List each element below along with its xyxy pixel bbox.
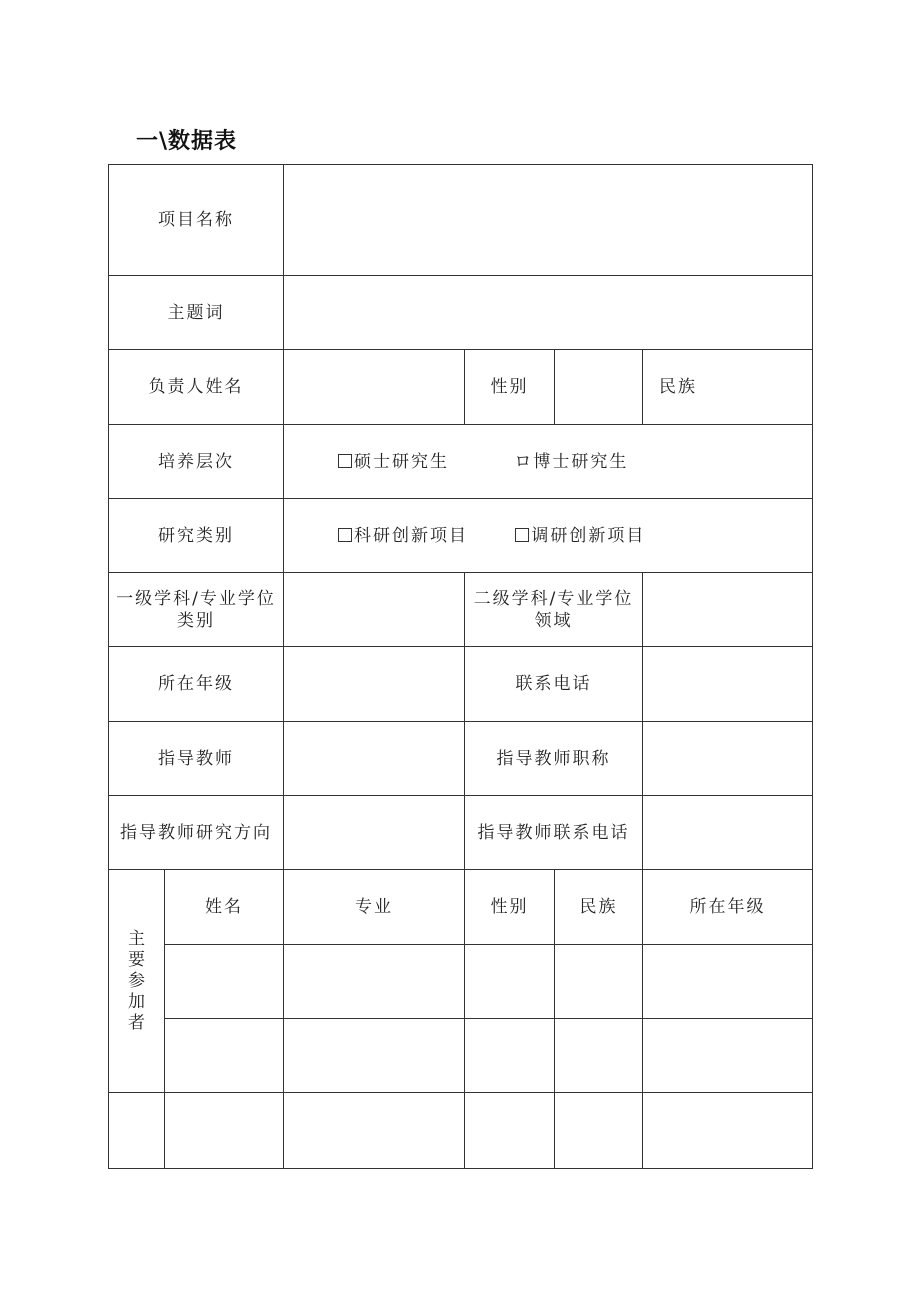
keywords-field[interactable] [284, 276, 813, 350]
second-discipline-label-line1: 二级学科/专业学位 [473, 588, 634, 609]
row-training-level [109, 425, 813, 499]
survey-innovation-checkbox[interactable] [515, 528, 529, 542]
second-discipline-label [465, 573, 643, 647]
science-innovation-checkbox[interactable] [338, 528, 352, 542]
leader-name-field[interactable] [284, 350, 465, 425]
leader-name-label: 负责人姓名 [109, 350, 284, 425]
participant-name-field[interactable] [165, 945, 284, 1019]
participants-header-ethnicity: 民族 [555, 870, 643, 945]
first-discipline-label-line2: 类别 [177, 610, 215, 631]
project-name-label: 项目名称 [109, 165, 284, 276]
advisor-phone-field[interactable] [643, 796, 813, 870]
research-type-options [284, 499, 813, 573]
participant-ethnicity-field[interactable] [555, 1019, 643, 1093]
advisor-title-field[interactable] [643, 722, 813, 796]
row-advisor [109, 722, 813, 796]
keywords-label: 主题词 [109, 276, 284, 350]
advisor-phone-label: 指导教师联系电话 [465, 796, 643, 870]
participant-grade-field[interactable] [643, 1093, 813, 1169]
participants-header-grade: 所在年级 [643, 870, 813, 945]
participant-name-field[interactable] [165, 1019, 284, 1093]
participants-header-row [109, 870, 813, 945]
second-discipline-field[interactable] [643, 573, 813, 647]
research-type-label: 研究类别 [109, 499, 284, 573]
survey-innovation-label: 调研创新项目 [531, 525, 646, 546]
survey-innovation-option[interactable] [515, 525, 645, 547]
first-discipline-label-line1: 一级学科/专业学位 [116, 588, 276, 609]
participants-header-gender: 性别 [465, 870, 555, 945]
grade-field[interactable] [284, 647, 465, 722]
training-level-label: 培养层次 [109, 425, 284, 499]
extra-left-cell[interactable] [109, 1093, 165, 1169]
master-option-label: 硕士研究生 [354, 451, 449, 472]
page-title: 一\数据表 [136, 129, 238, 154]
participant-gender-field[interactable] [465, 945, 555, 1019]
advisor-research-field[interactable] [284, 796, 465, 870]
phone-label: 联系电话 [465, 647, 643, 722]
participant-grade-field[interactable] [643, 945, 813, 1019]
participants-section-text: 主要参加者 [128, 928, 145, 1033]
participant-row [109, 945, 813, 1019]
participant-row [109, 1019, 813, 1093]
participant-major-field[interactable] [284, 1093, 465, 1169]
leader-ethnicity-label: 民族 [643, 350, 813, 425]
phone-field[interactable] [643, 647, 813, 722]
row-disciplines [109, 573, 813, 647]
participants-header-major: 专业 [284, 870, 465, 945]
project-name-field[interactable] [284, 165, 813, 276]
participant-gender-field[interactable] [465, 1019, 555, 1093]
first-discipline-field[interactable] [284, 573, 465, 647]
participant-row [109, 1093, 813, 1169]
training-level-options [284, 425, 813, 499]
advisor-label: 指导教师 [109, 722, 284, 796]
row-research-type [109, 499, 813, 573]
doctor-option[interactable] [514, 451, 628, 473]
participants-header-name: 姓名 [165, 870, 284, 945]
doctor-option-label: 博士研究生 [533, 451, 629, 472]
advisor-field[interactable] [284, 722, 465, 796]
participant-grade-field[interactable] [643, 1019, 813, 1093]
application-form-table [108, 164, 813, 1169]
participant-gender-field[interactable] [465, 1093, 555, 1169]
row-project-name [109, 165, 813, 276]
participant-major-field[interactable] [284, 1019, 465, 1093]
participant-name-field[interactable] [165, 1093, 284, 1169]
master-checkbox[interactable] [338, 454, 352, 468]
science-innovation-option[interactable] [338, 525, 468, 547]
participant-ethnicity-field[interactable] [555, 945, 643, 1019]
first-discipline-label [109, 573, 284, 647]
participant-ethnicity-field[interactable] [555, 1093, 643, 1169]
science-innovation-label: 科研创新项目 [354, 525, 468, 546]
advisor-research-label: 指导教师研究方向 [109, 796, 284, 870]
row-advisor-research [109, 796, 813, 870]
leader-gender-label: 性别 [465, 350, 555, 425]
row-keywords [109, 276, 813, 350]
leader-gender-field[interactable] [555, 350, 643, 425]
doctor-checkbox-glyph[interactable]: ロ [514, 451, 534, 472]
grade-label: 所在年级 [109, 647, 284, 722]
row-grade-phone [109, 647, 813, 722]
master-option[interactable] [338, 451, 449, 473]
second-discipline-label-line2: 领域 [534, 610, 573, 631]
participant-major-field[interactable] [284, 945, 465, 1019]
row-leader [109, 350, 813, 425]
advisor-title-label: 指导教师职称 [465, 722, 643, 796]
participants-section-label [109, 870, 165, 1093]
